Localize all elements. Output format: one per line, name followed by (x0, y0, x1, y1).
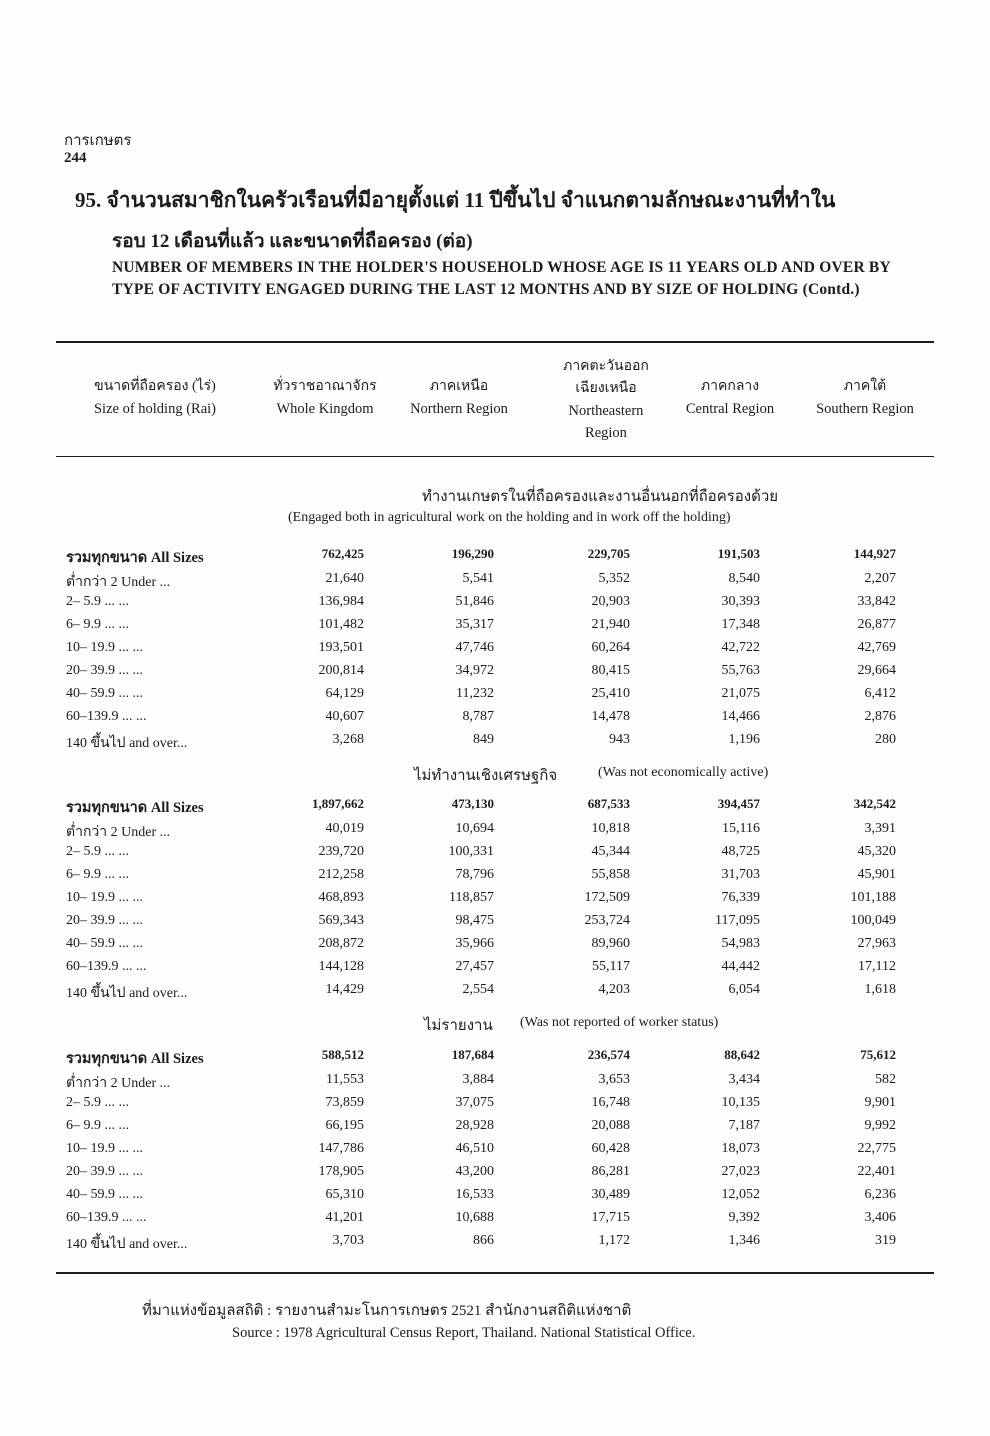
row-value: 6,054 (728, 982, 760, 997)
row-value: 55,117 (592, 959, 630, 974)
row-value: 16,533 (455, 1187, 494, 1202)
table-row (0, 936, 990, 958)
colhead-northern-thai: ภาคเหนือ (429, 379, 489, 394)
row-value: 31,703 (721, 867, 760, 882)
row-value: 14,429 (325, 982, 364, 997)
row-value: 21,640 (325, 571, 364, 586)
row-value: 16,748 (591, 1095, 630, 1110)
row-value: 41,201 (325, 1210, 364, 1225)
colhead-whole-kingdom-english: Whole Kingdom (276, 401, 374, 417)
row-value: 144,128 (318, 959, 364, 974)
row-value: 14,466 (721, 709, 760, 724)
table-row (0, 571, 990, 593)
row-value: 75,612 (860, 1047, 896, 1062)
table-row (0, 913, 990, 935)
row-value: 3,653 (598, 1072, 630, 1087)
row-value: 73,859 (325, 1095, 364, 1110)
row-value: 11,553 (326, 1072, 364, 1087)
title-thai-line2: รอบ 12 เดือนที่แล้ว และขนาดที่ถือครอง (ต่อ) (112, 231, 473, 252)
table-top-rule (56, 341, 934, 343)
table-bottom-rule (56, 1272, 934, 1274)
row-value: 1,346 (728, 1233, 760, 1248)
table-row (0, 959, 990, 981)
row-value: 2,876 (864, 709, 896, 724)
row-value: 10,818 (591, 821, 630, 836)
section-2-title-english: (Was not economically active) (598, 765, 769, 780)
row-value: 7,187 (728, 1118, 760, 1133)
row-value: 100,049 (850, 913, 896, 928)
section-1-title-english: (Engaged both in agricultural work on the holding and in work off the holding) (288, 510, 731, 525)
table-row (0, 732, 990, 754)
row-value: 17,112 (858, 959, 896, 974)
table-row (0, 1141, 990, 1163)
row-value: 22,775 (857, 1141, 896, 1156)
colhead-central-thai: ภาคกลาง (700, 379, 760, 394)
row-label: 2– 5.9 ... ... (66, 594, 129, 609)
row-label: ต่ำกว่า 2 Under ... (66, 1076, 171, 1091)
row-value: 6,412 (864, 686, 896, 701)
row-value: 60,428 (591, 1141, 630, 1156)
row-value: 12,052 (721, 1187, 760, 1202)
row-value: 1,172 (598, 1233, 630, 1248)
row-value: 9,392 (728, 1210, 760, 1225)
colhead-northern (392, 376, 526, 420)
row-value: 1,618 (864, 982, 896, 997)
table-row (0, 1047, 990, 1069)
row-label: 40– 59.9 ... ... (66, 936, 143, 951)
row-value: 25,410 (591, 686, 630, 701)
row-value: 35,966 (455, 936, 494, 951)
page-number: 244 (64, 150, 87, 166)
row-value: 48,725 (721, 844, 760, 859)
row-value: 101,482 (318, 617, 364, 632)
row-label: 2– 5.9 ... ... (66, 1095, 129, 1110)
row-label: 140 ขึ้นไป and over... (66, 986, 188, 1001)
row-value: 37,075 (455, 1095, 494, 1110)
colhead-whole-kingdom-thai: ทั่วราชอาณาจักร (273, 379, 377, 394)
row-label: 60–139.9 ... ... (66, 709, 147, 724)
row-value: 43,200 (455, 1164, 494, 1179)
row-value: 144,927 (853, 546, 896, 561)
row-value: 943 (609, 732, 630, 747)
row-value: 76,339 (721, 890, 760, 905)
colhead-southern-thai: ภาคใต้ (843, 379, 887, 394)
header-bottom-rule (56, 456, 934, 457)
row-label: ต่ำกว่า 2 Under ... (66, 575, 171, 590)
row-value: 28,928 (455, 1118, 494, 1133)
colhead-southern-english: Southern Region (816, 401, 914, 417)
row-value: 66,195 (325, 1118, 364, 1133)
row-value: 11,232 (456, 686, 494, 701)
row-value: 6,236 (864, 1187, 896, 1202)
row-value: 20,903 (591, 594, 630, 609)
row-label: 140 ขึ้นไป and over... (66, 736, 188, 751)
colhead-size (60, 376, 250, 420)
row-value: 468,893 (318, 890, 364, 905)
row-value: 187,684 (451, 1047, 494, 1062)
row-label: 40– 59.9 ... ... (66, 1187, 143, 1202)
row-value: 64,129 (325, 686, 364, 701)
row-value: 34,972 (455, 663, 494, 678)
row-value: 14,478 (591, 709, 630, 724)
row-value: 17,715 (591, 1210, 630, 1225)
row-value: 101,188 (850, 890, 896, 905)
row-label: ต่ำกว่า 2 Under ... (66, 825, 171, 840)
row-value: 51,846 (455, 594, 494, 609)
row-value: 342,542 (853, 796, 896, 811)
row-value: 10,688 (455, 1210, 494, 1225)
row-value: 18,073 (721, 1141, 760, 1156)
row-label: 6– 9.9 ... ... (66, 867, 129, 882)
colhead-size-thai: ขนาดที่ถือครอง (ไร่) (94, 379, 216, 394)
row-value: 212,258 (318, 867, 364, 882)
section-3-title-thai: ไม่รายงาน (424, 1018, 493, 1034)
row-value: 582 (875, 1072, 896, 1087)
colhead-northeastern-english: Northeastern Region (568, 403, 644, 441)
row-value: 80,415 (591, 663, 630, 678)
row-value: 687,533 (587, 796, 630, 811)
row-value: 208,872 (318, 936, 364, 951)
row-value: 9,901 (864, 1095, 896, 1110)
row-label: 60–139.9 ... ... (66, 1210, 147, 1225)
row-value: 26,877 (857, 617, 896, 632)
row-value: 196,290 (451, 546, 494, 561)
row-value: 3,391 (864, 821, 896, 836)
row-value: 191,503 (717, 546, 760, 561)
row-value: 866 (473, 1233, 494, 1248)
row-value: 22,401 (857, 1164, 896, 1179)
table-row (0, 663, 990, 685)
row-value: 21,075 (721, 686, 760, 701)
row-value: 45,320 (857, 844, 896, 859)
table-row (0, 546, 990, 568)
row-label: รวมทุกขนาด All Sizes (66, 800, 204, 816)
row-value: 98,475 (455, 913, 494, 928)
title-english: NUMBER OF MEMBERS IN THE HOLDER'S HOUSEHOLD WHOSE AGE IS 11 YEARS OLD AND OVER BY TYPE OF ACTIVITY ENGAGED DURING THE LAST 12 MONTHS AND BY SIZE OF HOLDING (Contd.) (112, 259, 891, 298)
section-2-title-thai: ไม่ทำงานเชิงเศรษฐกิจ (414, 768, 558, 784)
row-label: 2– 5.9 ... ... (66, 844, 129, 859)
row-value: 10,694 (455, 821, 494, 836)
source-thai: ที่มาแห่งข้อมูลสถิติ : รายงานสำมะโนการเกษตร 2521 สำนักงานสถิติแห่งชาติ (142, 1303, 632, 1319)
row-value: 319 (875, 1233, 896, 1248)
row-value: 47,746 (455, 640, 494, 655)
row-label: 10– 19.9 ... ... (66, 1141, 143, 1156)
row-value: 588,512 (321, 1047, 364, 1062)
source-english: Source : 1978 Agricultural Census Report, Thailand. National Statistical Office. (232, 1325, 696, 1341)
row-value: 1,897,662 (312, 796, 364, 811)
table-row (0, 1233, 990, 1255)
table-row (0, 796, 990, 818)
row-value: 78,796 (455, 867, 494, 882)
table-row (0, 982, 990, 1004)
row-value: 42,722 (721, 640, 760, 655)
row-label: 20– 39.9 ... ... (66, 913, 143, 928)
row-value: 29,664 (857, 663, 896, 678)
colhead-whole-kingdom (258, 376, 392, 420)
row-value: 9,992 (864, 1118, 896, 1133)
row-value: 117,095 (715, 913, 760, 928)
row-value: 193,501 (318, 640, 364, 655)
row-value: 46,510 (455, 1141, 494, 1156)
row-value: 3,268 (332, 732, 364, 747)
header-category: การเกษตร (64, 133, 132, 149)
colhead-central (668, 376, 792, 420)
table-row (0, 844, 990, 866)
row-value: 27,023 (721, 1164, 760, 1179)
colhead-size-english: Size of holding (Rai) (93, 401, 217, 417)
row-value: 473,130 (451, 796, 494, 811)
row-value: 239,720 (318, 844, 364, 859)
table-row (0, 1072, 990, 1094)
row-label: รวมทุกขนาด All Sizes (66, 550, 204, 566)
table-row (0, 594, 990, 616)
row-label: รวมทุกขนาด All Sizes (66, 1051, 204, 1067)
title-thai-line1: 95. จำนวนสมาชิกในครัวเรือนที่มีอายุตั้งแต่ 11 ปีขึ้นไป จำแนกตามลักษณะงานที่ทำใน (75, 188, 836, 212)
row-value: 88,642 (724, 1047, 760, 1062)
row-value: 4,203 (598, 982, 630, 997)
row-value: 27,963 (857, 936, 896, 951)
row-value: 33,842 (857, 594, 896, 609)
row-value: 118,857 (449, 890, 494, 905)
row-value: 394,457 (717, 796, 760, 811)
row-value: 30,393 (721, 594, 760, 609)
row-label: 20– 39.9 ... ... (66, 1164, 143, 1179)
table-row (0, 709, 990, 731)
row-value: 55,858 (591, 867, 630, 882)
row-value: 45,344 (591, 844, 630, 859)
row-value: 136,984 (318, 594, 364, 609)
row-value: 40,607 (325, 709, 364, 724)
table-row (0, 686, 990, 708)
row-value: 3,703 (332, 1233, 364, 1248)
table-row (0, 890, 990, 912)
row-value: 21,940 (591, 617, 630, 632)
table-row (0, 1187, 990, 1209)
colhead-northeastern (540, 356, 672, 444)
row-value: 178,905 (318, 1164, 364, 1179)
row-value: 30,489 (591, 1187, 630, 1202)
row-value: 60,264 (591, 640, 630, 655)
row-label: 20– 39.9 ... ... (66, 663, 143, 678)
row-value: 15,116 (722, 821, 760, 836)
colhead-southern (798, 376, 932, 420)
row-value: 849 (473, 732, 494, 747)
table-row (0, 867, 990, 889)
row-value: 172,509 (584, 890, 630, 905)
row-value: 280 (875, 732, 896, 747)
row-value: 200,814 (318, 663, 364, 678)
row-label: 10– 19.9 ... ... (66, 890, 143, 905)
row-value: 100,331 (448, 844, 494, 859)
row-value: 229,705 (587, 546, 630, 561)
row-label: 140 ขึ้นไป and over... (66, 1237, 188, 1252)
row-label: 6– 9.9 ... ... (66, 617, 129, 632)
row-value: 10,135 (721, 1095, 760, 1110)
row-value: 236,574 (587, 1047, 630, 1062)
table-row (0, 640, 990, 662)
table-row (0, 1095, 990, 1117)
row-label: 6– 9.9 ... ... (66, 1118, 129, 1133)
colhead-northeastern-thai: ภาคตะวันออกเฉียงเหนือ (563, 359, 649, 396)
row-value: 762,425 (321, 546, 364, 561)
row-value: 35,317 (455, 617, 494, 632)
row-value: 3,406 (864, 1210, 896, 1225)
row-value: 89,960 (591, 936, 630, 951)
row-value: 8,787 (462, 709, 494, 724)
row-value: 27,457 (455, 959, 494, 974)
table-row (0, 1164, 990, 1186)
table-row (0, 1210, 990, 1232)
row-value: 86,281 (591, 1164, 630, 1179)
row-value: 5,352 (598, 571, 630, 586)
colhead-northern-english: Northern Region (410, 401, 508, 417)
row-value: 8,540 (728, 571, 760, 586)
row-value: 55,763 (721, 663, 760, 678)
row-value: 5,541 (462, 571, 494, 586)
table-row (0, 617, 990, 639)
row-value: 40,019 (325, 821, 364, 836)
colhead-central-english: Central Region (685, 401, 775, 417)
row-label: 10– 19.9 ... ... (66, 640, 143, 655)
section-3-title-english: (Was not reported of worker status) (520, 1015, 719, 1030)
row-label: 40– 59.9 ... ... (66, 686, 143, 701)
row-value: 17,348 (721, 617, 760, 632)
row-value: 253,724 (584, 913, 630, 928)
table-row (0, 1118, 990, 1140)
row-value: 1,196 (728, 732, 760, 747)
row-value: 44,442 (721, 959, 760, 974)
row-value: 147,786 (318, 1141, 364, 1156)
row-label: 60–139.9 ... ... (66, 959, 147, 974)
row-value: 20,088 (591, 1118, 630, 1133)
row-value: 2,207 (864, 571, 896, 586)
row-value: 2,554 (462, 982, 494, 997)
row-value: 42,769 (857, 640, 896, 655)
section-1-title-thai: ทำงานเกษตรในที่ถือครองและงานอื่นนอกที่ถือครองด้วย (422, 489, 779, 505)
table-row (0, 821, 990, 843)
row-value: 569,343 (318, 913, 364, 928)
row-value: 45,901 (857, 867, 896, 882)
row-value: 3,884 (462, 1072, 494, 1087)
row-value: 3,434 (728, 1072, 760, 1087)
row-value: 54,983 (721, 936, 760, 951)
row-value: 65,310 (325, 1187, 364, 1202)
